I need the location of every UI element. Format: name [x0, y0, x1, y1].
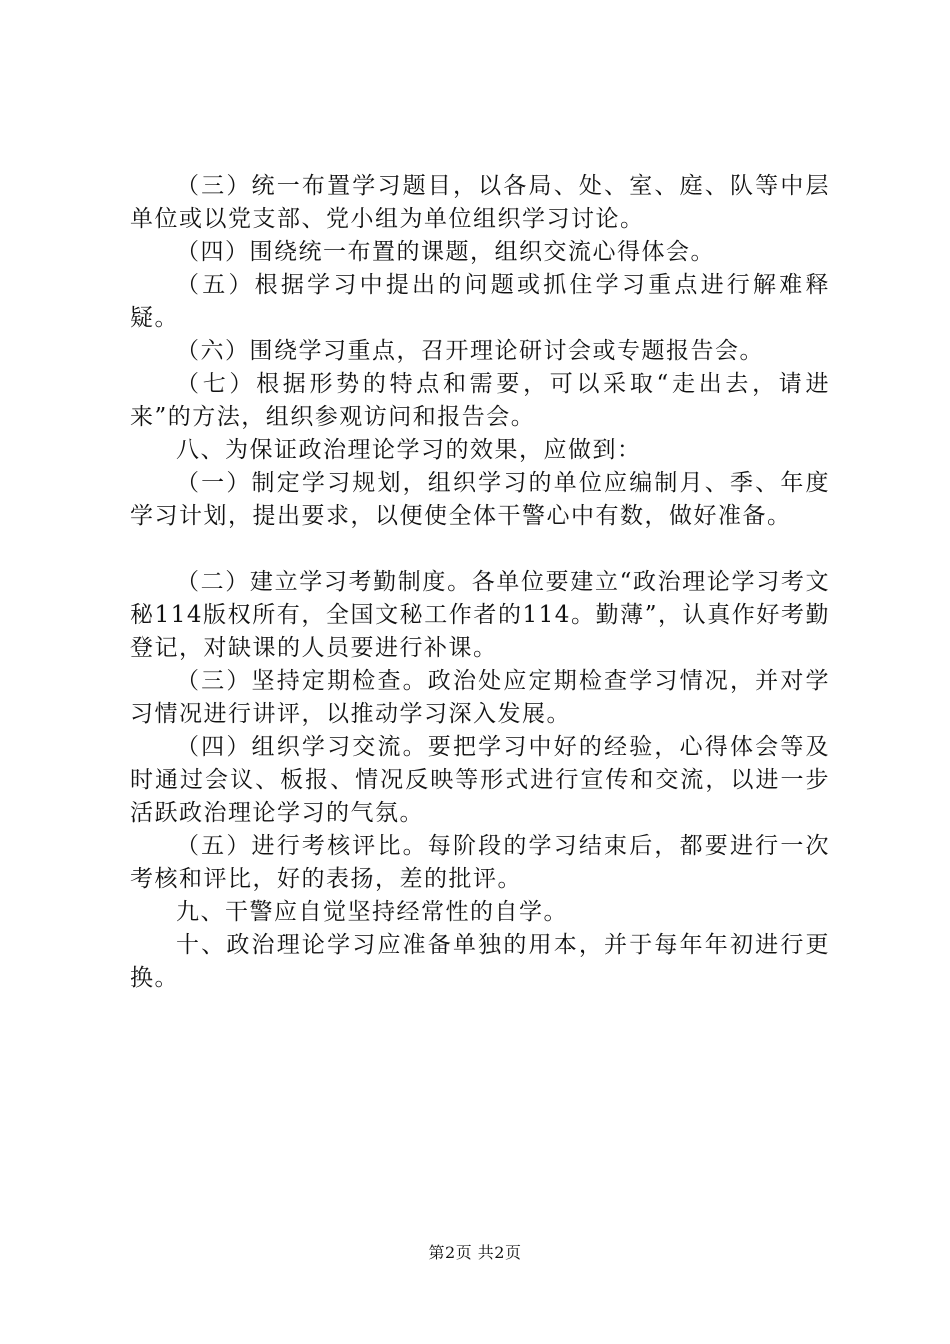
- item-two-attendance: （二）建立学习考勤制度。各单位要建立“政治理论学习考文秘114版权所有，全国文秘工作者的114。勤薄”，认真作好考勤登记，对缺课的人员要进行补课。: [130, 569, 830, 661]
- paragraph-four: （四）围绕统一布置的课题，组织交流心得体会。: [176, 239, 715, 265]
- item-five-assessment: （五）进行考核评比。每阶段的学习结束后，都要进行一次考核和评比，好的表扬，差的批评。: [130, 833, 830, 892]
- paragraph-seven: （七）根据形势的特点和需要，可以采取“走出去，请进来”的方法，组织参观访问和报告会。: [130, 371, 830, 430]
- paragraph-three: （三）统一布置学习题目，以各局、处、室、庭、队等中层单位或以党支部、党小组为单位组织学习讨论。: [130, 173, 830, 232]
- item-one-study-plan: （一）制定学习规划，组织学习的单位应编制月、季、年度学习计划，提出要求，以便使全体干警心中有数，做好准备。: [130, 470, 830, 529]
- paragraph-six: （六）围绕学习重点，召开理论研讨会或专题报告会。: [176, 338, 764, 364]
- page-number-footer: 第2页 共2页: [428, 1243, 522, 1262]
- document-body: [130, 170, 830, 995]
- item-three-inspection: （三）坚持定期检查。政治处应定期检查学习情况，并对学习情况进行讲评，以推动学习深入发展。: [130, 668, 830, 727]
- section-eight-heading: 八、为保证政治理论学习的效果，应做到：: [176, 437, 642, 463]
- section-nine: 九、干警应自觉坚持经常性的自学。: [176, 899, 568, 925]
- section-ten: 十、政治理论学习应准备单独的用本，并于每年年初进行更换。: [130, 932, 830, 991]
- item-four-exchange: （四）组织学习交流。要把学习中好的经验，心得体会等及时通过会议、板报、情况反映等形式进行宣传和交流，以进一步活跃政治理论学习的气氛。: [130, 734, 830, 826]
- paragraph-five: （五）根据学习中提出的问题或抓住学习重点进行解难释疑。: [130, 272, 830, 331]
